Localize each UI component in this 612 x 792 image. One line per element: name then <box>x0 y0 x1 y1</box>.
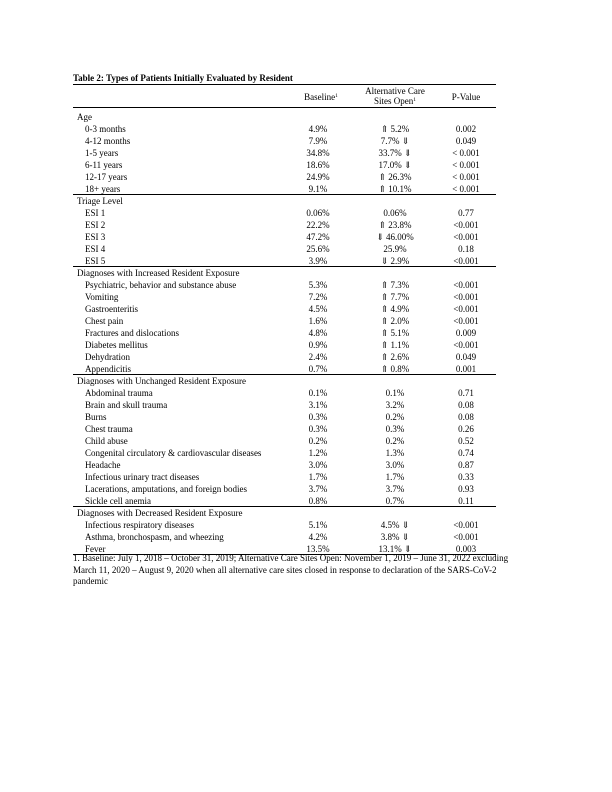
table-row <box>0 519 612 531</box>
alternative-care-value: 0.2% <box>385 436 405 446</box>
p-value: 0.08 <box>458 400 474 410</box>
baseline-value: 3.1% <box>308 400 328 410</box>
alternative-care-value: 13.1% ⇓ <box>378 544 412 554</box>
p-value: <0.001 <box>453 292 479 302</box>
baseline-value: 9.1% <box>308 184 328 194</box>
baseline-value: 3.7% <box>308 484 328 494</box>
p-value: <0.001 <box>453 520 479 530</box>
table-row <box>0 483 612 495</box>
table-body <box>0 111 612 555</box>
row-label: Diabetes mellitus <box>85 340 148 350</box>
table-row <box>0 231 612 243</box>
row-label: Fractures and dislocations <box>85 328 179 338</box>
section-header-row <box>0 375 612 387</box>
p-value: 0.11 <box>458 496 474 506</box>
row-label: Infectious urinary tract diseases <box>85 472 200 482</box>
p-value: < 0.001 <box>452 172 480 182</box>
baseline-value: 0.3% <box>308 412 328 422</box>
p-value: 0.77 <box>458 208 474 218</box>
row-label: ESI 5 <box>85 256 106 266</box>
alternative-care-value: ⇑ 2.6% <box>380 352 410 362</box>
baseline-value: 4.2% <box>308 532 328 542</box>
p-value: 0.002 <box>455 124 477 134</box>
alternative-care-value: 3.7% <box>385 484 405 494</box>
alternative-care-value: ⇑ 7.3% <box>380 280 410 290</box>
table-row <box>0 171 612 183</box>
p-value: <0.001 <box>453 532 479 542</box>
p-value: 0.33 <box>458 472 474 482</box>
alternative-care-value: ⇑ 26.3% <box>378 172 412 182</box>
header-alternative-care: Alternative Care Sites Open$^1$ <box>365 86 425 106</box>
baseline-value: 0.7% <box>308 364 328 374</box>
p-value: 0.26 <box>458 424 474 434</box>
baseline-value: 0.06% <box>306 208 330 218</box>
alternative-care-value: ⇑ 4.9% <box>380 304 410 314</box>
row-label: Fever <box>85 544 106 554</box>
p-value: <0.001 <box>453 304 479 314</box>
row-label: 18+ years <box>85 184 121 194</box>
table-row <box>0 159 612 171</box>
alternative-care-value: 4.5% ⇓ <box>380 520 410 530</box>
baseline-value: 7.2% <box>308 292 328 302</box>
p-value: 0.18 <box>458 244 474 254</box>
p-value: 0.52 <box>458 436 474 446</box>
baseline-value: 13.5% <box>306 544 330 554</box>
alternative-care-value: 17.0% ⇓ <box>378 160 412 170</box>
table-header-rule <box>73 107 496 108</box>
table-row <box>0 363 612 375</box>
footnote-marker: 1 <box>413 97 416 103</box>
row-label: Psychiatric, behavior and substance abuse <box>85 280 237 290</box>
alternative-care-value: ⇑ 10.1% <box>378 184 412 194</box>
table-top-rule <box>73 84 496 85</box>
p-value: <0.001 <box>453 280 479 290</box>
baseline-value: 22.2% <box>306 220 330 230</box>
section-header-row <box>0 111 612 123</box>
table-row <box>0 303 612 315</box>
baseline-value: 4.9% <box>308 124 328 134</box>
table-row <box>0 435 612 447</box>
alternative-care-value: 3.8% ⇓ <box>380 532 410 542</box>
alternative-care-value: ⇑ 5.1% <box>380 328 410 338</box>
section-label: Triage Level <box>77 196 123 206</box>
table-row <box>0 279 612 291</box>
alternative-care-value: 33.7% ⇓ <box>378 148 412 158</box>
table-row <box>0 459 612 471</box>
table-row <box>0 387 612 399</box>
alternative-care-value: ⇑ 5.2% <box>380 124 410 134</box>
row-label: ESI 3 <box>85 232 106 242</box>
alternative-care-value: 0.3% <box>385 424 405 434</box>
table-row <box>0 495 612 507</box>
row-label: 1-5 years <box>85 148 119 158</box>
footnote-marker: 1 <box>335 93 338 99</box>
baseline-value: 1.7% <box>308 472 328 482</box>
p-value: 0.71 <box>458 388 474 398</box>
p-value: 0.87 <box>458 460 474 470</box>
table-footnote: 1. Baseline: July 1, 2018 – October 31, 2019; Alternative Care Sites Open: November 1, 2019 – June 31, 2022 excluding March 11, 2020 – August 9, 2020 when all alternative care sites closed in response to declaration of the SARS-CoV-2 pandemic <box>73 553 509 586</box>
baseline-value: 1.2% <box>308 448 328 458</box>
table-row <box>0 531 612 543</box>
row-label: 0-3 months <box>85 124 126 134</box>
baseline-value: 18.6% <box>306 160 330 170</box>
row-label: Dehydration <box>85 352 130 362</box>
p-value: 0.049 <box>455 136 477 146</box>
baseline-value: 24.9% <box>306 172 330 182</box>
baseline-value: 34.8% <box>306 148 330 158</box>
p-value: <0.001 <box>453 316 479 326</box>
row-label: Asthma, bronchospasm, and wheezing <box>85 532 224 542</box>
baseline-value: 1.6% <box>308 316 328 326</box>
row-label: Burns <box>85 412 107 422</box>
baseline-value: 4.8% <box>308 328 328 338</box>
table-row <box>0 123 612 135</box>
p-value: <0.001 <box>453 340 479 350</box>
row-label: Lacerations, amputations, and foreign bodies <box>85 484 247 494</box>
alternative-care-value: ⇓ 46.00% <box>376 232 414 242</box>
baseline-value: 5.3% <box>308 280 328 290</box>
table-row <box>0 423 612 435</box>
row-label: ESI 1 <box>85 208 106 218</box>
alternative-care-value: ⇑ 7.7% <box>380 292 410 302</box>
alternative-care-value: ⇑ 1.1% <box>380 340 410 350</box>
section-header-row <box>0 267 612 279</box>
row-label: Chest trauma <box>85 424 133 434</box>
alternative-care-value: 0.2% <box>385 412 405 422</box>
table-row <box>0 399 612 411</box>
p-value: 0.08 <box>458 412 474 422</box>
row-label: Appendicitis <box>85 364 131 374</box>
alternative-care-value: 0.7% <box>385 496 405 506</box>
baseline-value: 47.2% <box>306 232 330 242</box>
p-value: < 0.001 <box>452 148 480 158</box>
baseline-value: 0.2% <box>308 436 328 446</box>
alternative-care-value: 0.06% <box>383 208 407 218</box>
alternative-care-value: ⇑ 2.0% <box>380 316 410 326</box>
alternative-care-value: 7.7% ⇓ <box>380 136 410 146</box>
row-label: Vomiting <box>85 292 119 302</box>
p-value: <0.001 <box>453 256 479 266</box>
p-value: <0.001 <box>453 220 479 230</box>
section-label: Age <box>77 112 92 122</box>
p-value: <0.001 <box>453 232 479 242</box>
row-label: Abdominal trauma <box>85 388 153 398</box>
row-label: Sickle cell anemia <box>85 496 151 506</box>
section-label: Diagnoses with Unchanged Resident Exposure <box>77 376 246 386</box>
section-label: Diagnoses with Decreased Resident Exposure <box>77 508 243 518</box>
p-value: 0.74 <box>458 448 474 458</box>
alternative-care-value: 25.9% <box>383 244 407 254</box>
table-row <box>0 255 612 267</box>
table-row <box>0 339 612 351</box>
baseline-value: 3.0% <box>308 460 328 470</box>
row-label: Headache <box>85 460 121 470</box>
section-label: Diagnoses with Increased Resident Exposure <box>77 268 240 278</box>
p-value: 0.049 <box>455 352 477 362</box>
baseline-value: 5.1% <box>308 520 328 530</box>
alternative-care-value: 3.0% <box>385 460 405 470</box>
row-label: 4-12 months <box>85 136 131 146</box>
table-row <box>0 291 612 303</box>
alternative-care-value: ⇑ 23.8% <box>378 220 412 230</box>
row-label: Infectious respiratory diseases <box>85 520 194 530</box>
p-value: 0.001 <box>455 364 477 374</box>
table-row <box>0 219 612 231</box>
baseline-value: 0.1% <box>308 388 328 398</box>
table-row <box>0 147 612 159</box>
row-label: 12-17 years <box>85 172 128 182</box>
table-row <box>0 351 612 363</box>
row-label: Gastroenteritis <box>85 304 138 314</box>
table-caption: Table 2: Types of Patients Initially Evaluated by Resident <box>73 73 293 83</box>
header-baseline: Baseline$^1$ <box>304 92 338 102</box>
p-value: < 0.001 <box>452 160 480 170</box>
section-header-row <box>0 507 612 519</box>
table-row <box>0 207 612 219</box>
baseline-value: 0.8% <box>308 496 328 506</box>
baseline-value: 0.3% <box>308 424 328 434</box>
p-value: 0.009 <box>455 328 477 338</box>
table-row <box>0 315 612 327</box>
row-label: ESI 2 <box>85 220 106 230</box>
row-label: Chest pain <box>85 316 124 326</box>
p-value: < 0.001 <box>452 184 480 194</box>
header-pvalue: P-Value <box>451 92 481 102</box>
table-row <box>0 183 612 195</box>
table-row <box>0 327 612 339</box>
baseline-value: 4.5% <box>308 304 328 314</box>
alternative-care-value: 1.3% <box>385 448 405 458</box>
p-value: 0.93 <box>458 484 474 494</box>
row-label: ESI 4 <box>85 244 106 254</box>
row-label: 6-11 years <box>85 160 123 170</box>
row-label: Brain and skull trauma <box>85 400 168 410</box>
baseline-value: 25.6% <box>306 244 330 254</box>
section-header-row <box>0 195 612 207</box>
table-row <box>0 447 612 459</box>
alternative-care-value: 0.1% <box>385 388 405 398</box>
baseline-value: 0.9% <box>308 340 328 350</box>
table-row <box>0 471 612 483</box>
baseline-value: 3.9% <box>308 256 328 266</box>
alternative-care-value: ⇑ 0.8% <box>380 364 410 374</box>
table-row <box>0 243 612 255</box>
alternative-care-value: ⇓ 2.9% <box>380 256 410 266</box>
row-label: Child abuse <box>85 436 128 446</box>
table-row <box>0 411 612 423</box>
p-value: 0.003 <box>455 544 477 554</box>
table-row <box>0 135 612 147</box>
baseline-value: 2.4% <box>308 352 328 362</box>
alternative-care-value: 3.2% <box>385 400 405 410</box>
baseline-value: 7.9% <box>308 136 328 146</box>
alternative-care-value: 1.7% <box>385 472 405 482</box>
row-label: Congenital circulatory & cardiovascular diseases <box>85 448 262 458</box>
